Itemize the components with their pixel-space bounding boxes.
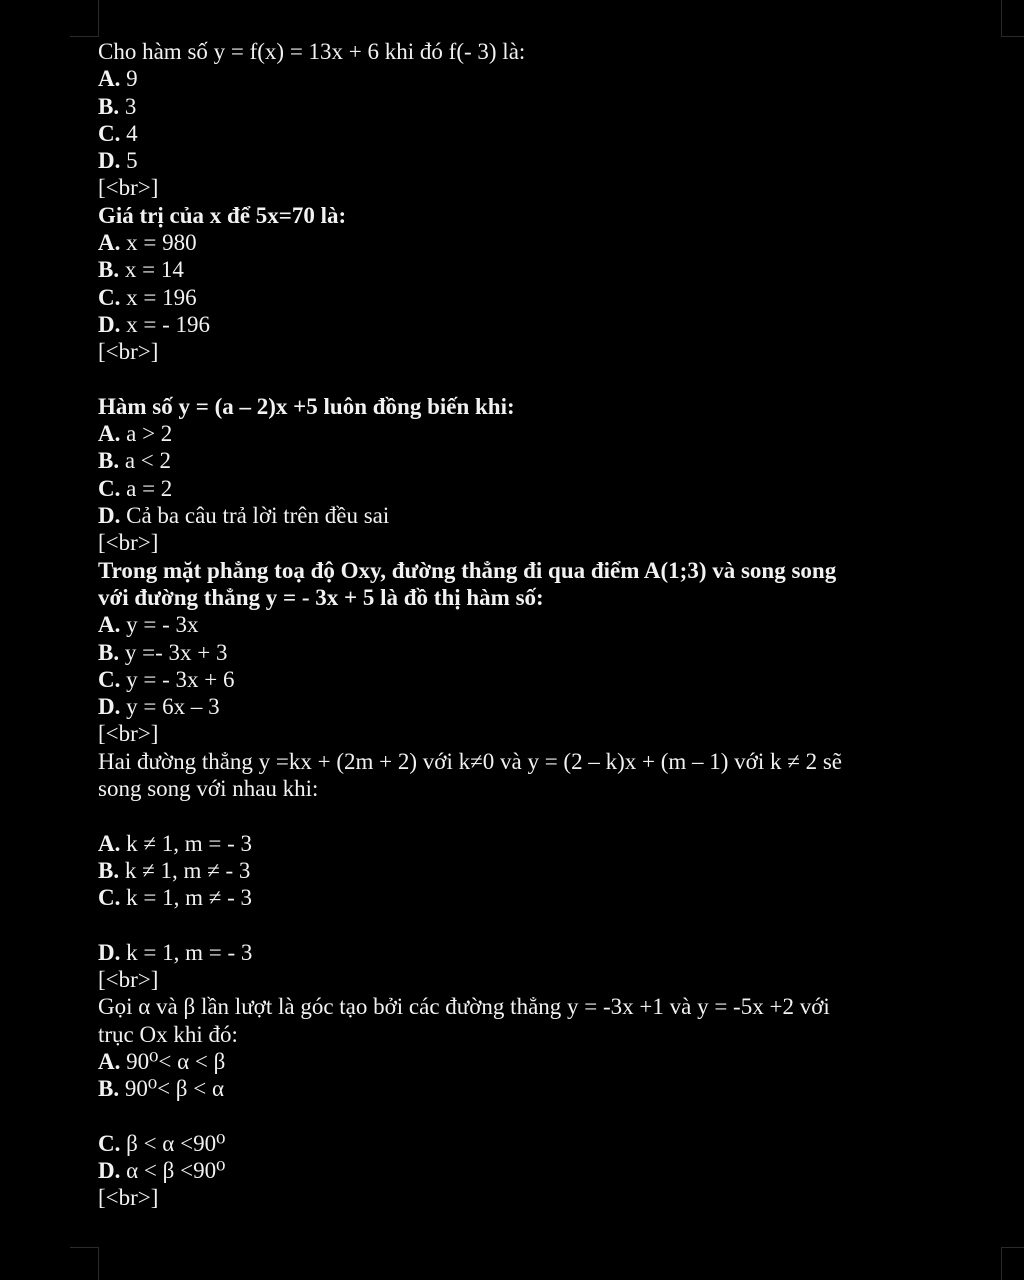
question-1-option-c[interactable]: [98, 120, 988, 147]
option-letter: B.: [98, 448, 120, 474]
question-4-stem-line-1: Trong mặt phẳng toạ độ Oxy, đường thẳng đi qua điểm A(1;3) và song song: [98, 557, 837, 583]
option-letter: A.: [98, 1048, 121, 1074]
option-letter: A.: [98, 421, 121, 447]
question-3-option-d[interactable]: [98, 502, 988, 529]
question-5-option-a[interactable]: [98, 830, 988, 857]
option-letter: B.: [98, 857, 120, 883]
question-6-option-d[interactable]: [98, 1157, 988, 1184]
option-letter: D.: [98, 148, 121, 174]
question-2: [98, 202, 988, 366]
blank-line: [98, 912, 988, 939]
option-text: 4: [126, 120, 138, 146]
blank-line: [98, 802, 988, 829]
option-text: 9: [126, 66, 138, 92]
question-4-stem-line-2: với đường thẳng y = - 3x + 5 là đồ thị hàm số:: [98, 584, 544, 610]
frame-corner-bottom-left: [70, 1247, 99, 1280]
option-text: k ≠ 1, m = - 3: [126, 830, 253, 856]
option-letter: A.: [98, 230, 121, 256]
option-text: k ≠ 1, m ≠ - 3: [124, 857, 251, 883]
question-2-option-c[interactable]: [98, 284, 988, 311]
question-6-stem-line-1: Gọi α và β lần lượt là góc tạo bởi các đường thẳng y = -3x +1 và y = -5x +2 với: [98, 994, 830, 1020]
option-letter: A.: [98, 66, 121, 92]
question-5-stem-line-2: song song với nhau khi:: [98, 776, 319, 802]
option-letter: A.: [98, 830, 121, 856]
question-5-option-c[interactable]: [98, 884, 988, 911]
option-text: x = 196: [126, 284, 197, 310]
question-4-option-c[interactable]: [98, 666, 988, 693]
question-3-separator: [<br>]: [98, 530, 159, 556]
option-text: x = 980: [126, 230, 197, 256]
option-letter: D.: [98, 1158, 121, 1184]
option-text: a = 2: [126, 475, 173, 501]
option-letter: C.: [98, 120, 121, 146]
option-text: 3: [124, 93, 137, 119]
option-text: a < 2: [124, 448, 172, 474]
question-6-stem-line-2: trục Ox khi đó:: [98, 1021, 238, 1047]
question-4-option-d[interactable]: [98, 693, 988, 720]
option-letter: D.: [98, 694, 121, 720]
question-2-stem: Giá trị của x để 5x=70 là:: [98, 202, 347, 228]
option-text: y = 6x – 3: [126, 694, 220, 720]
option-text: 5: [126, 148, 138, 174]
option-letter: C.: [98, 284, 121, 310]
question-1-option-d[interactable]: [98, 147, 988, 174]
option-letter: B.: [98, 93, 120, 119]
option-letter: B.: [98, 1076, 120, 1102]
question-3: [98, 393, 988, 557]
question-2-option-d[interactable]: [98, 311, 988, 338]
question-5: [98, 748, 988, 994]
question-6-option-b[interactable]: [98, 1075, 988, 1102]
option-text: y =- 3x + 3: [124, 639, 228, 665]
option-letter: B.: [98, 639, 120, 665]
question-5-option-b[interactable]: [98, 857, 988, 884]
question-5-separator: [<br>]: [98, 967, 159, 993]
option-letter: D.: [98, 939, 121, 965]
question-2-option-a[interactable]: [98, 229, 988, 256]
document-body: [98, 38, 988, 1212]
question-6-option-a[interactable]: [98, 1048, 988, 1075]
question-6-option-c[interactable]: [98, 1130, 988, 1157]
option-text: 90⁰< β < α: [124, 1076, 225, 1102]
question-3-stem: Hàm số y = (a – 2)x +5 luôn đồng biến khi:: [98, 393, 515, 419]
question-4-option-b[interactable]: [98, 639, 988, 666]
option-letter: A.: [98, 612, 121, 638]
option-text: Cả ba câu trả lời trên đều sai: [126, 503, 390, 529]
option-text: a > 2: [126, 421, 173, 447]
option-letter: C.: [98, 885, 121, 911]
option-text: 90⁰< α < β: [126, 1048, 226, 1074]
question-2-separator: [<br>]: [98, 339, 159, 365]
question-5-option-d[interactable]: [98, 939, 988, 966]
question-4: [98, 557, 988, 748]
option-letter: C.: [98, 1130, 121, 1156]
option-text: k = 1, m ≠ - 3: [126, 885, 253, 911]
question-5-stem-line-1: Hai đường thẳng y =kx + (2m + 2) với k≠0 và y = (2 – k)x + (m – 1) với k ≠ 2 sẽ: [98, 748, 842, 774]
frame-corner-top-right: [1001, 0, 1024, 37]
question-3-option-b[interactable]: [98, 447, 988, 474]
option-text: α < β <90⁰: [126, 1158, 226, 1184]
frame-corner-bottom-right: [1001, 1247, 1024, 1280]
question-3-option-a[interactable]: [98, 420, 988, 447]
question-4-separator: [<br>]: [98, 721, 159, 747]
option-letter: D.: [98, 503, 121, 529]
question-1: [98, 38, 988, 202]
option-letter: C.: [98, 666, 121, 692]
frame-corner-top-left: [70, 0, 99, 37]
question-4-option-a[interactable]: [98, 611, 988, 638]
question-1-separator: [<br>]: [98, 175, 159, 201]
option-text: y = - 3x: [126, 612, 199, 638]
question-6-separator: [<br>]: [98, 1185, 159, 1211]
option-text: β < α <90⁰: [126, 1130, 226, 1156]
question-1-option-a[interactable]: [98, 65, 988, 92]
blank-line: [98, 1103, 988, 1130]
option-text: x = 14: [124, 257, 184, 283]
option-letter: C.: [98, 475, 121, 501]
option-text: x = - 196: [126, 311, 211, 337]
option-letter: D.: [98, 311, 121, 337]
question-2-option-b[interactable]: [98, 256, 988, 283]
question-1-stem: Cho hàm số y = f(x) = 13x + 6 khi đó f(- 3) là:: [98, 39, 526, 64]
blank-line: [98, 366, 988, 393]
question-3-option-c[interactable]: [98, 475, 988, 502]
question-6: [98, 993, 988, 1211]
option-letter: B.: [98, 257, 120, 283]
option-text: k = 1, m = - 3: [126, 939, 253, 965]
option-text: y = - 3x + 6: [126, 666, 235, 692]
question-1-option-b[interactable]: [98, 93, 988, 120]
